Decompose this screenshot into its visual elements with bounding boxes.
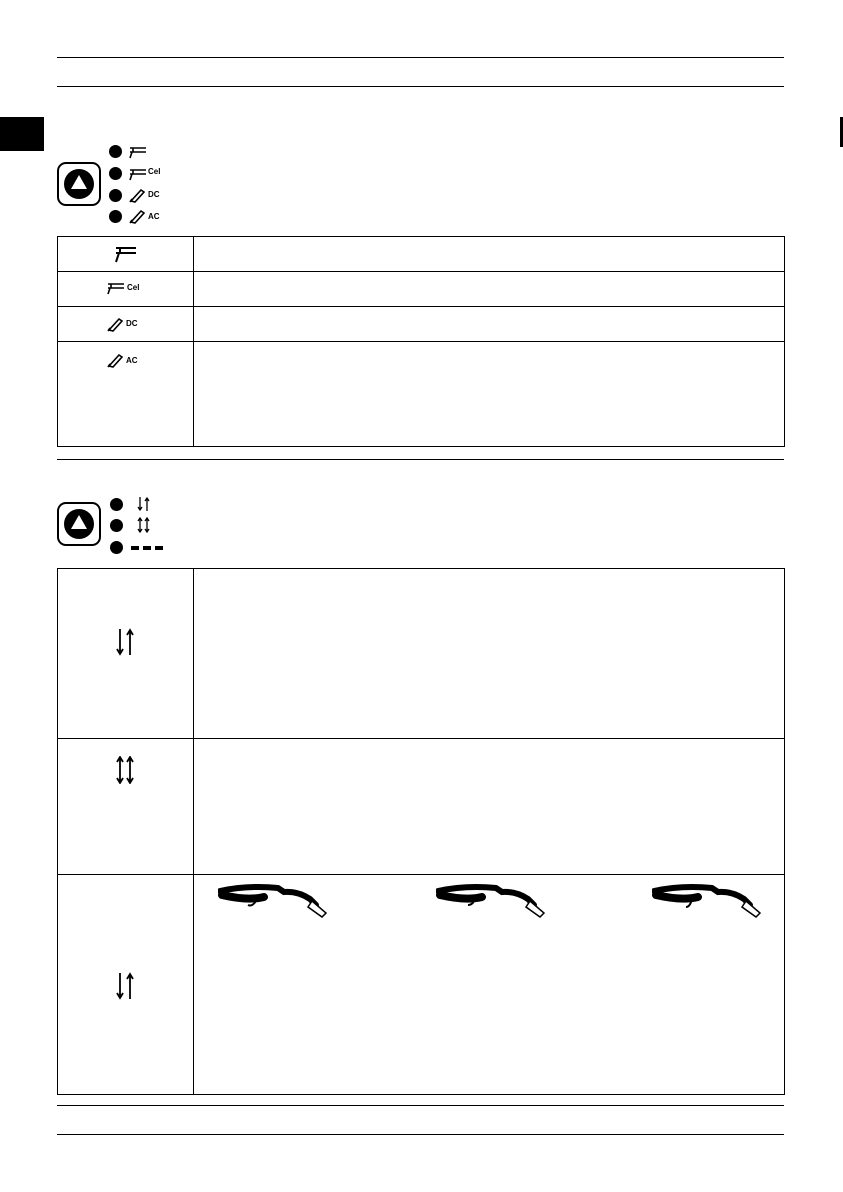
ac-label: AC — [126, 356, 138, 365]
led-tag-cel: Cel — [148, 167, 161, 176]
led-tag-dc: DC — [148, 190, 160, 199]
led-spot — [110, 541, 123, 554]
four-stroke-icon — [116, 756, 134, 784]
header-rule-bottom — [57, 86, 784, 87]
table-row — [58, 739, 784, 875]
table-row — [58, 272, 784, 307]
table-row — [58, 569, 784, 739]
up-triangle-icon — [70, 514, 88, 530]
description-cell — [194, 569, 784, 738]
icon-cell — [58, 237, 193, 272]
stick-electrode-icon — [129, 145, 147, 159]
stick-electrode-icon — [115, 245, 137, 263]
process-select-button[interactable] — [57, 162, 101, 206]
two-stroke-icon — [137, 496, 151, 512]
footer-rule-top — [57, 1105, 784, 1106]
icon-cell — [58, 739, 193, 875]
description-cell — [194, 342, 784, 446]
led-stick-cel — [109, 167, 122, 180]
led-two-stroke — [110, 498, 123, 511]
stick-electrode-icon — [129, 167, 147, 181]
description-cell — [194, 739, 784, 874]
mode-select-button[interactable] — [57, 502, 101, 546]
process-table — [57, 236, 785, 447]
language-tab-marker — [0, 117, 44, 151]
header-rule-top — [57, 57, 784, 58]
welding-torch-icon — [436, 881, 548, 923]
tig-torch-icon — [107, 316, 123, 332]
led-tag-ac: AC — [148, 212, 160, 221]
stick-electrode-icon — [107, 281, 125, 295]
dc-label: DC — [126, 319, 138, 328]
table-row — [58, 875, 784, 1094]
tig-torch-icon — [129, 187, 145, 203]
two-stroke-icon — [116, 628, 134, 656]
welding-torch-icon — [652, 881, 764, 923]
description-cell — [194, 272, 784, 306]
table-row — [58, 237, 784, 272]
led-tig-ac — [109, 210, 122, 223]
icon-cell — [58, 875, 193, 1094]
welding-torch-icon — [218, 881, 330, 923]
two-stroke-icon — [116, 972, 134, 1000]
description-cell — [194, 237, 784, 271]
table-row — [58, 342, 784, 446]
icon-cell — [58, 307, 193, 342]
four-stroke-icon — [137, 517, 151, 533]
icon-cell — [58, 272, 193, 307]
table-row — [58, 307, 784, 342]
mode-table — [57, 568, 785, 1095]
spot-dash-icon — [130, 544, 164, 552]
tig-torch-icon — [129, 208, 145, 224]
led-tig-dc — [109, 189, 122, 202]
up-triangle-icon — [70, 174, 88, 190]
cel-label: Cel — [127, 283, 140, 292]
footer-rule-bottom — [57, 1134, 784, 1135]
description-cell — [194, 307, 784, 341]
section-divider — [57, 459, 784, 460]
icon-cell — [58, 342, 193, 446]
led-stick — [109, 145, 122, 158]
led-four-stroke — [110, 519, 123, 532]
icon-cell — [58, 569, 193, 739]
tig-torch-icon — [107, 352, 123, 368]
